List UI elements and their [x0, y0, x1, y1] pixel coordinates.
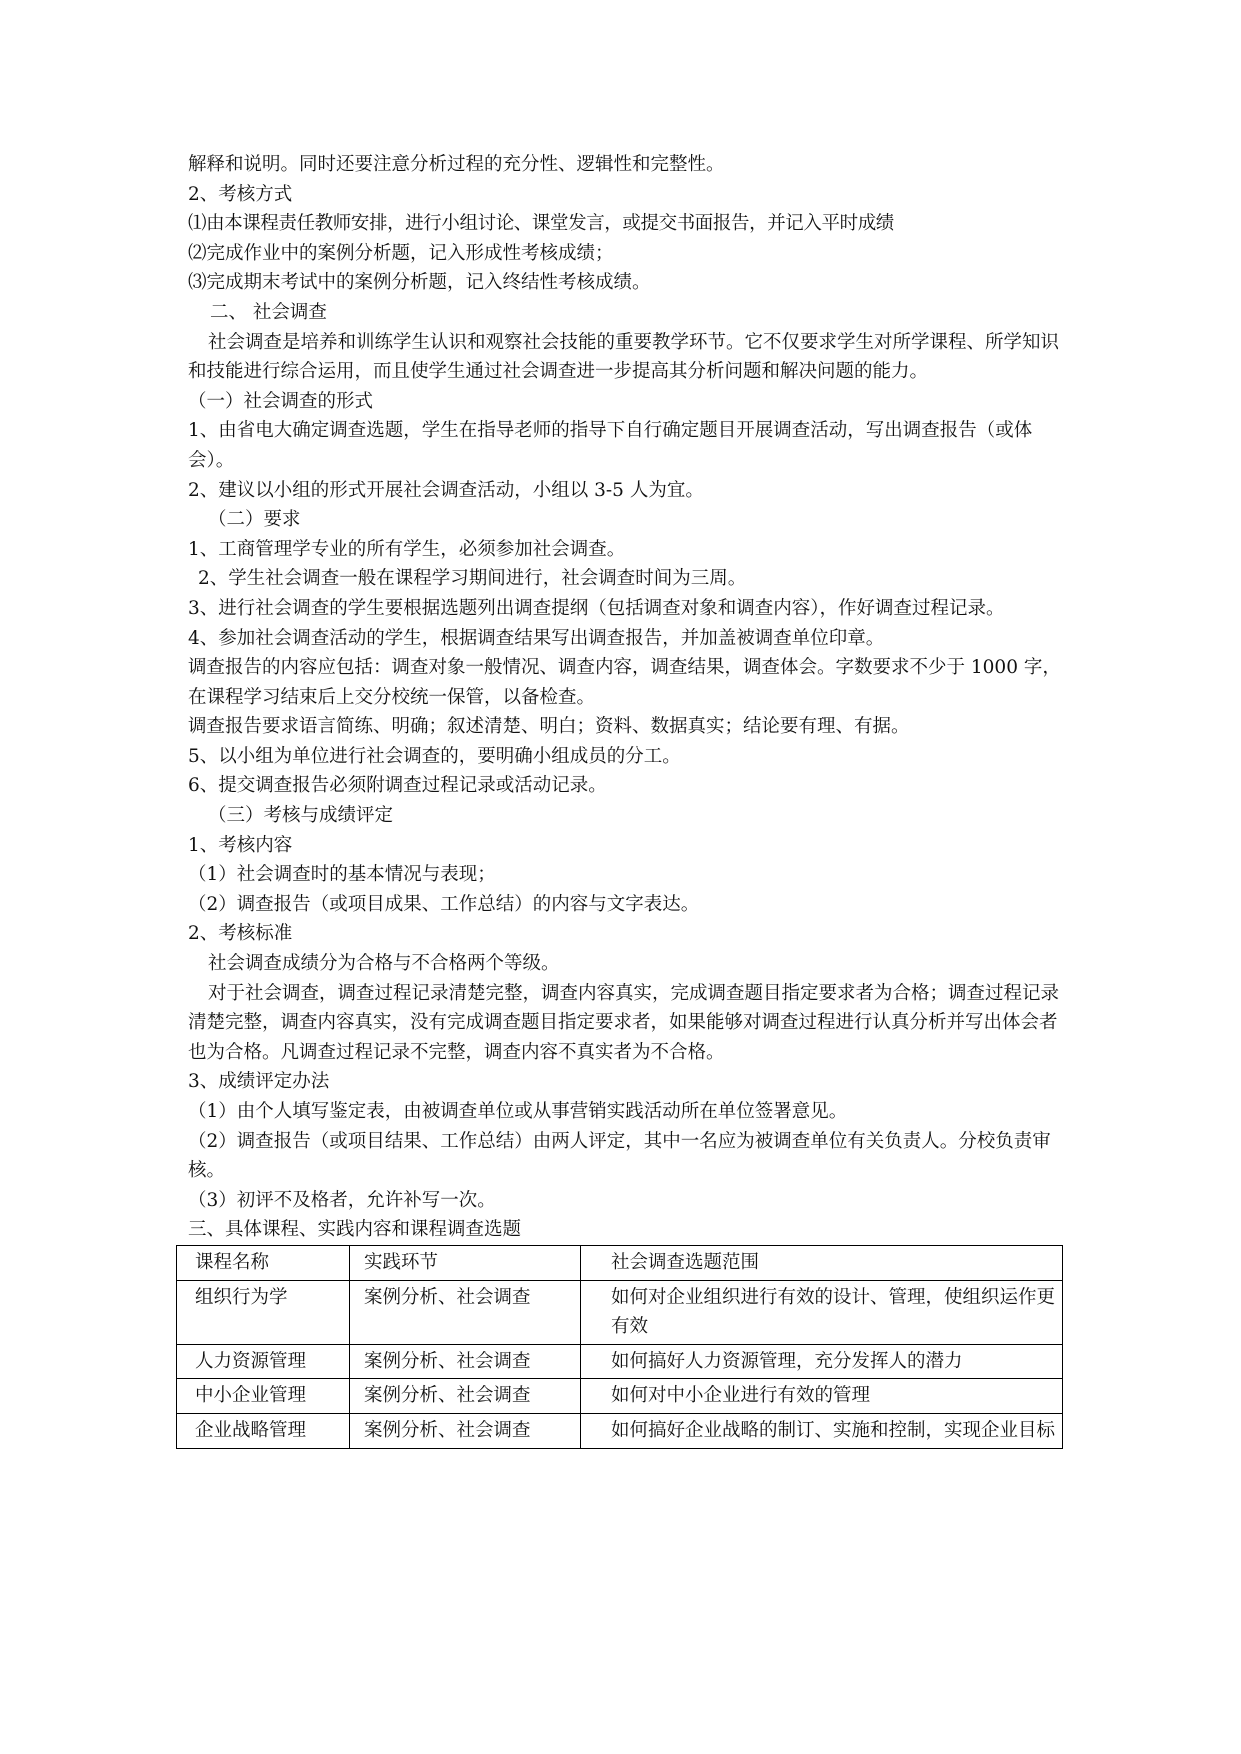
- list-item: （2）调查报告（或项目结果、工作总结）由两人评定，其中一名应为被调查单位有关负责人。分校负责审核。: [188, 1130, 1051, 1182]
- list-item: （1）社会调查时的基本情况与表现；: [188, 864, 496, 886]
- table-cell-course: 中小企业管理: [177, 1379, 350, 1414]
- table-header-cell: 实践环节: [350, 1245, 581, 1280]
- table-cell-topic: 如何对中小企业进行有效的管理: [581, 1379, 1063, 1414]
- list-item: 6、提交调查报告必须附调查过程记录或活动记录。: [188, 775, 607, 797]
- table-cell-practice: 案例分析、社会调查: [350, 1413, 581, 1448]
- list-item: 2、学生社会调查一般在课程学习期间进行，社会调查时间为三周。: [198, 568, 747, 590]
- table-cell-practice: 案例分析、社会调查: [350, 1280, 581, 1344]
- list-item: ⑶完成期末考试中的案例分析题，记入终结性考核成绩。: [188, 272, 651, 294]
- section-heading: 2、考核方式: [188, 183, 293, 205]
- paragraph: 社会调查成绩分为合格与不合格两个等级。: [208, 953, 560, 975]
- subsection-heading: （一）社会调查的形式: [188, 390, 374, 412]
- table-header-row: [177, 1245, 1063, 1280]
- text-line: 解释和说明。同时还要注意分析过程的充分性、逻辑性和完整性。: [188, 154, 725, 175]
- table-cell-course: 组织行为学: [177, 1280, 350, 1344]
- list-item: ⑵完成作业中的案例分析题，记入形成性考核成绩；: [188, 242, 614, 264]
- table-cell-practice: 案例分析、社会调查: [350, 1344, 581, 1379]
- paragraph: 对于社会调查，调查过程记录清楚完整，调查内容真实，完成调查题目指定要求者为合格；调查过程记录清楚完整，调查内容真实，没有完成调查题目指定要求者，如果能够对调查过程进行认真分析并写出体会者也为合格。凡调查过程记录不完整，调查内容不真实者为不合格。: [188, 982, 1060, 1063]
- table-cell-course: 人力资源管理: [177, 1344, 350, 1379]
- list-item: 4、参加社会调查活动的学生，根据调查结果写出调查报告，并加盖被调查单位印章。: [188, 627, 885, 649]
- paragraph: 调查报告的内容应包括：调查对象一般情况、调查内容，调查结果，调查体会。字数要求不少于 1000 字，在课程学习结束后上交分校统一保管，以备检查。: [188, 657, 1061, 708]
- table-cell-topic: 如何搞好企业战略的制订、实施和控制，实现企业目标: [581, 1413, 1063, 1448]
- paragraph: 调查报告要求语言简练、明确；叙述清楚、明白；资料、数据真实；结论要有理、有据。: [188, 716, 910, 738]
- section-heading: 二、 社会调查: [210, 301, 327, 323]
- list-item: 5、以小组为单位进行社会调查的，要明确小组成员的分工。: [188, 745, 681, 767]
- course-table: [176, 1245, 1063, 1449]
- table-cell-course: 企业战略管理: [177, 1413, 350, 1448]
- list-item: 2、建议以小组的形式开展社会调查活动，小组以 3-5 人为宜。: [188, 479, 704, 501]
- list-item: 3、进行社会调查的学生要根据选题列出调查提纲（包括调查对象和调查内容），作好调查过程记录。: [188, 597, 1005, 619]
- section-heading: 2、考核标准: [188, 923, 293, 945]
- document-page: [188, 150, 1068, 1449]
- table-cell-practice: 案例分析、社会调查: [350, 1379, 581, 1414]
- table-header-cell: 课程名称: [177, 1245, 350, 1280]
- subsection-heading: （三）考核与成绩评定: [208, 805, 394, 827]
- section-heading: 3、成绩评定办法: [188, 1071, 330, 1093]
- paragraph: 社会调查是培养和训练学生认识和观察社会技能的重要教学环节。它不仅要求学生对所学课程、所学知识和技能进行综合运用，而且使学生通过社会调查进一步提高其分析问题和解决问题的能力。: [188, 331, 1060, 383]
- table-row: [177, 1344, 1063, 1379]
- list-item: 1、由省电大确定调查选题，学生在指导老师的指导下自行确定题目开展调查活动，写出调查报告（或体会）。: [188, 420, 1033, 471]
- section-heading: 三、具体课程、实践内容和课程调查选题: [188, 1219, 522, 1241]
- list-item: （3）初评不及格者，允许补写一次。: [188, 1189, 496, 1211]
- list-item: ⑴由本课程责任教师安排，进行小组讨论、课堂发言，或提交书面报告，并记入平时成绩: [188, 213, 894, 235]
- list-item: （2）调查报告（或项目成果、工作总结）的内容与文字表达。: [188, 893, 700, 915]
- table-row: [177, 1280, 1063, 1344]
- list-item: 1、工商管理学专业的所有学生，必须参加社会调查。: [188, 538, 626, 560]
- table-cell-topic: 如何对企业组织进行有效的设计、管理，使组织运作更有效: [581, 1280, 1063, 1344]
- table-header-cell: 社会调查选题范围: [581, 1245, 1063, 1280]
- table-cell-topic: 如何搞好人力资源管理，充分发挥人的潜力: [581, 1344, 1063, 1379]
- subsection-heading: （二）要求: [208, 509, 301, 531]
- table-row: [177, 1413, 1063, 1448]
- list-item: （1）由个人填写鉴定表，由被调查单位或从事营销实践活动所在单位签署意见。: [188, 1101, 848, 1122]
- table-row: [177, 1379, 1063, 1414]
- section-heading: 1、考核内容: [188, 834, 293, 856]
